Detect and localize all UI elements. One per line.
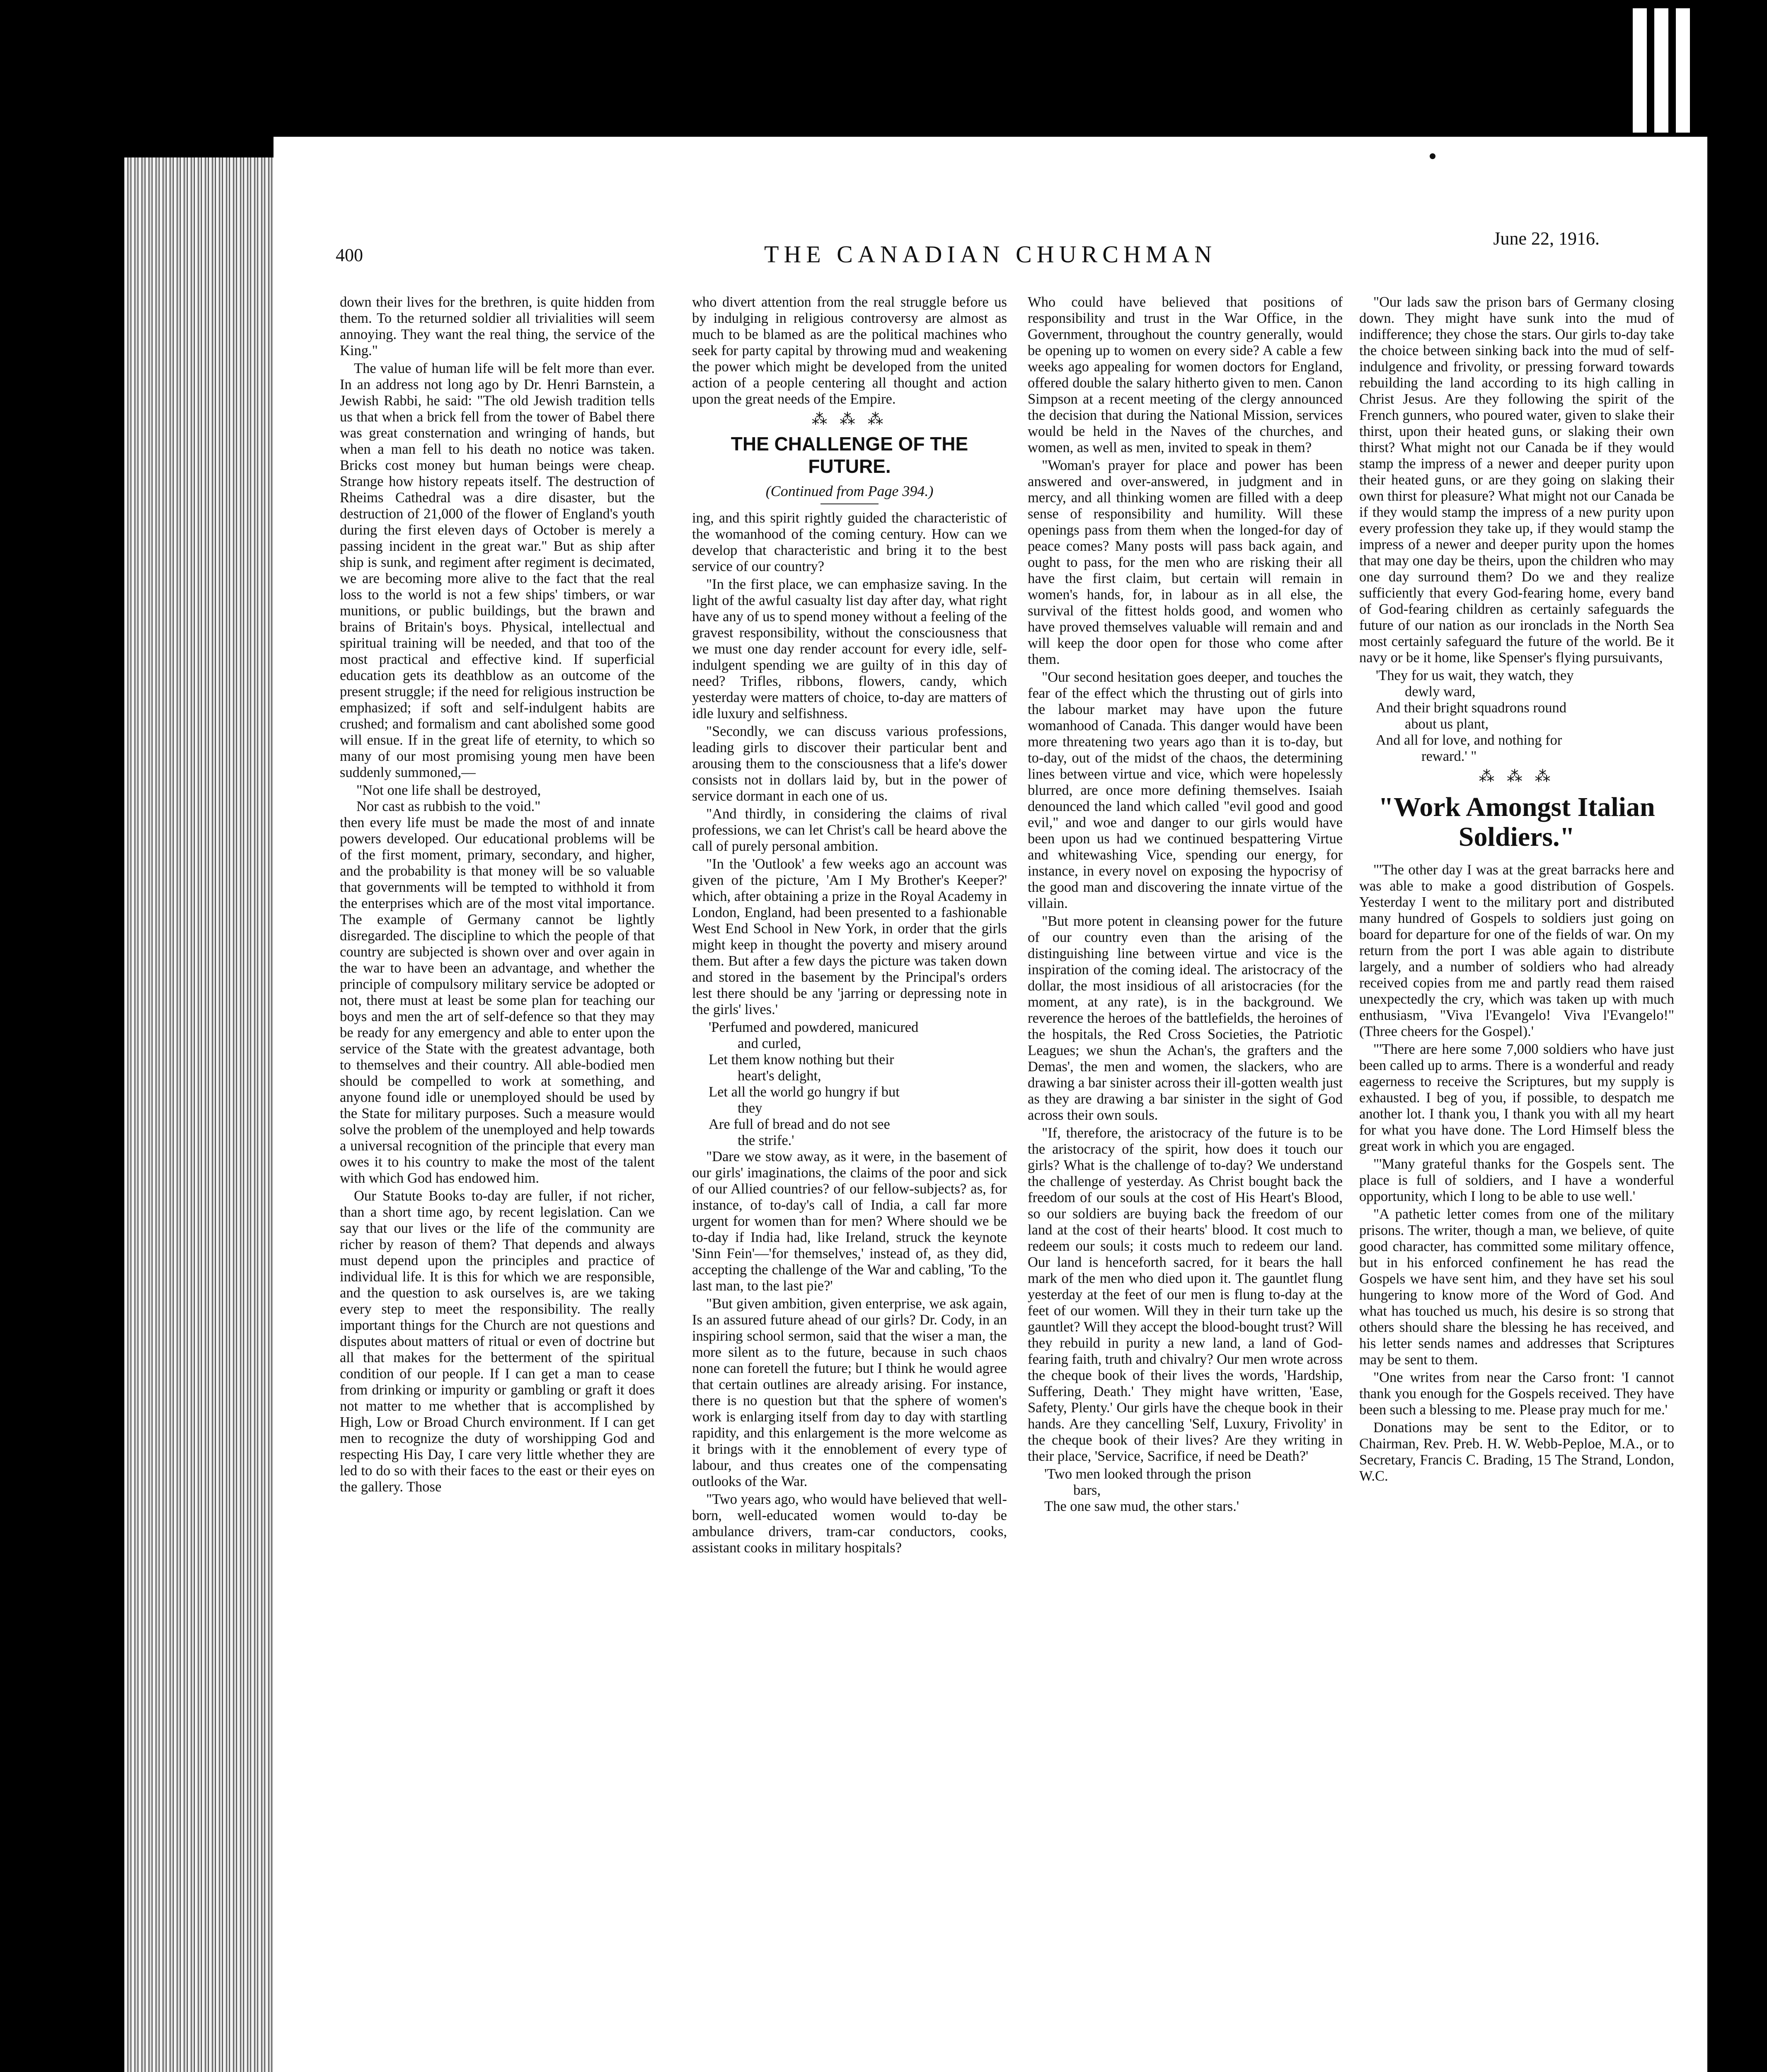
scan-marker-top — [1676, 8, 1690, 133]
poem-line: Are full of bread and do not see — [709, 1116, 890, 1132]
paragraph: "Dare we stow away, as it were, in the basement of our girls' imaginations, the claims of the poor and sick of our Allied countries? of our fellow-subjects? as, for instance, of to-day's call of India, a call far more urgent for women than for men? Where should we be to-day if India had, like Ireland, struck the keynote 'Sinn Fein'—'for themselves,' instead of, as they did, accepting the challenge of the War and cabling, 'To the last man, to the last pie?' — [692, 1149, 1007, 1294]
paragraph: "But given ambition, given enterprise, we ask again, Is an assured future ahead of our girls? Dr. Cody, in an inspiring school sermon, said that the wiser a man, the more silent as to the future, because in such chaos none can foretell the future; but I think he would agree that certain outlines are already arising. For instance, there is no question but that the sphere of women's work is enlarging itself from day to day with startling rapidity, and this enlargement is the more welcome as it brings with it the ennoblement of every type of labour, and thus creates one of the compensating outlooks of the War. — [692, 1296, 1007, 1489]
poem-line: heart's delight, — [738, 1068, 821, 1084]
poem-line: Let them know nothing but their — [709, 1052, 894, 1067]
paragraph: "Secondly, we can discuss various professions, leading girls to discover their particular bent and arousing them to the consciousness that a life's dower consists not in dollars laid by, but in the power of service dormant in each one of us. — [692, 724, 1007, 804]
paragraph: "If, therefore, the aristocracy of the future is to be the aristocracy of the spirit, how does it touch our girls? What is the challenge of to-day? We understand the challenge of yesterday. As Christ bought back the freedom of our souls at the cost of His Heart's Blood, so our soldiers are buying back the freedom of our land at the cost of their hearts' blood. It cost much to redeem our souls; it costs much to redeem our land. Our land is henceforth sacred, for it bears the hall mark of the men who died upon it. The gauntlet flung yesterday at the feet of our men is flung to-day at the feet of our women. Will they in their turn take up the gauntlet? Will they accept the blood-bought trust? Will they rebuild in purity a new land, a land of God-fearing faith, truth and chivalry? Our men wrote across the cheque book of their lives the words, 'Hardship, Suffering, Death.' They might have written, 'Ease, Safety, Plenty.' Our girls have the cheque book in their hands. Are they cancelling 'Self, Luxury, Frivolity' in the cheque book of their lives? Are they writing in their place, 'Service, Sacrifice, if need be Death?' — [1028, 1125, 1343, 1464]
continued-note: (Continued from Page 394.) — [765, 483, 934, 499]
poem-line: Let all the world go hungry if but — [709, 1084, 900, 1100]
paragraph: Who could have believed that positions of responsibility and trust in the War Office, in the Government, throughout the country generally, would be opening up to women on every side? A cable a few weeks ago appealing for women doctors for England, offered double the salary hitherto given to men. Canon Simpson at a recent meeting of the clergy announced the decision that during the National Mission, services would be held in the Naves of the churches, and women, as well as men, invited to speak in them? — [1028, 294, 1343, 455]
poem-line: 'They for us wait, they watch, they — [1376, 668, 1574, 683]
column-4 — [1359, 294, 1674, 1486]
section-ornament: ⁂ ⁂ ⁂ — [1479, 768, 1555, 785]
article-headline: "Work Amongst Italian Soldiers." — [1378, 792, 1655, 852]
paragraph: "Woman's prayer for place and power has been answered and over-answered, in judgment and in mercy, and all thinking women are filled with a deep sense of responsibility and humility. Will these openings pass from them when the longed-for day of peace comes? Many posts will pass back again, and ought to pass, for the men who are risking their all have the first claim, but certain will remain in women's hands, for, in labour as in all else, the survival of the fittest holds good, and women who have proved themselves valuable will remain and and will keep the door open for those who come after them. — [1028, 457, 1343, 667]
paragraph: "In the first place, we can emphasize saving. In the light of the awful casualty list day after day, what right have any of us to spend money without a feeling of the gravest responsibility, without the consciousness that we must one day render account for every idle, self-indulgent spending we are guilty of in this day of need? Trifles, ribbons, flowers, candy, which yesterday were matters of choice, to-day are matters of idle luxury and selfishness. — [692, 576, 1007, 721]
poem-line: 'Two men looked through the prison — [1044, 1466, 1251, 1482]
paragraph: "A pathetic letter comes from one of the military prisons. The writer, though a man, we believe, of quite good character, has committed some military offence, but in his enforced confinement he has read the Gospels we have sent him, and they have set his soul hungering to know more of the Word of God. And what has touched us much, his desire is so strong that others should share the blessing he has received, and his letter sends names and addresses that Scriptures may be sent to them. — [1359, 1206, 1674, 1368]
paragraph: "One writes from near the Carso front: 'I cannot thank you enough for the Gospels received. They have been such a blessing to me. Please pray much for me.' — [1359, 1370, 1674, 1418]
issue-date: June 22, 1916. — [1493, 228, 1600, 249]
paragraph: "'There are here some 7,000 soldiers who have just been called up to arms. There is a wonderful and ready eagerness to receive the Scriptures, but my supply is exhausted. I beg of you, if possible, to despatch me another lot. I thank you, I thank you with all my heart for what you have done. The Lord Himself bless the great work in which you are engaged. — [1359, 1041, 1674, 1154]
paragraph: "In the 'Outlook' a few weeks ago an account was given of the picture, 'Am I My Brother's Keeper?' which, after obtaining a prize in the Royal Academy in London, England, had been presented to a fashionable West End School in New York, in order that the girls might keep in thought the poverty and misery around them. But after a few days the picture was taken down and stored in the basement by the Principal's orders lest there should be any 'jarring or depressing note in the girls' lives.' — [692, 856, 1007, 1017]
article-headline: THE CHALLENGE OF THE FUTURE. — [731, 433, 968, 477]
poem-line: about us plant, — [1405, 716, 1489, 732]
section-ornament: ⁂ ⁂ ⁂ — [811, 411, 888, 428]
poem-line: The one saw mud, the other stars.' — [1044, 1498, 1239, 1514]
scan-marker-top — [1633, 8, 1647, 133]
scan-marker-top — [1654, 8, 1668, 133]
paragraph: ing, and this spirit rightly guided the characteristic of the womanhood of the coming century. How can we develop that characteristic and bring it to the best service of our country? — [692, 510, 1007, 574]
paragraph: who divert attention from the real struggle before us by indulging in religious controversy are almost as much to be blamed as are the political machines who seek for party capital by throwing mud and weakening the power which might be developed from the united action of a people centering all thought and action upon the great needs of the Empire. — [692, 294, 1007, 407]
page-header — [274, 220, 1707, 269]
poem-line: reward.' " — [1421, 748, 1477, 764]
poem-line: "Not one life shall be destroyed, — [356, 782, 541, 798]
newspaper-page — [274, 137, 1707, 2072]
poem-line: dewly ward, — [1405, 684, 1476, 700]
paragraph: Our Statute Books to-day are fuller, if not richer, than a short time ago, by recent legislation. Can we say that our lives or the life of the community are richer by reason of them? That depends and always must depend upon the principles and practice of individual life. It is this for which we are responsible, and the question to ask ourselves is, are we taking every step to meet the responsibility. The really important things for the Church are not questions and disputes about matters of ritual or even of doctrine but all that makes for the betterment of the spiritual condition of our people. If I can get a man to cease from drinking or impurity or gambling or graft it does not matter to me whether that is accomplished by High, Low or Broad Church environment. If I can get men to recognize the duty of worshipping God and respecting His Day, I care very little whether they are led to do so with their faces to the east or their eyes on the gallery. Those — [340, 1188, 655, 1495]
poem-line: And all for love, and nothing for — [1376, 732, 1562, 748]
paragraph: "But more potent in cleansing power for the future of our country even than the arising of the distinguishing line between virtue and vice is the inspiration of the coming ideal. The aristocracy of the dollar, the most insidious of all aristocracies (for the moment, at any rate), is in the background. We reverence the heroes of the battlefields, the heroines of the hospitals, the Red Cross Societies, the Patriotic Leagues; we shun the Achan's, the grafters and the Demas', the men and women, the slackers, who are drawing a bar sinister across their ill-gotten wealth just as they are drawing a bar sinister in the sight of God across their own souls. — [1028, 913, 1343, 1123]
poem-line: 'Perfumed and powdered, manicured — [709, 1019, 919, 1035]
journal-title: THE CANADIAN CHURCHMAN — [764, 241, 1217, 268]
poem-line: the strife.' — [738, 1133, 794, 1148]
paragraph: The value of human life will be felt more than ever. In an address not long ago by Dr. Henri Barnstein, a Jewish Rabbi, he said: "The old Jewish tradition tells us that when a brick fell from the tower of Babel there was great consternation and wringing of hands, but when a man fell to his death no notice was taken. Bricks cost money but human beings were cheap. Strange how history repeats itself. The destruction of Rheims Cathedral was a dire disaster, but the destruction of 21,000 of the flower of England's youth during the first eleven days of October is merely a passing incident in the great war." But as ship after ship is sunk, and regiment after regiment is decimated, we are becoming more alive to the fact that the real loss to the world is not a few ships' timbers, or war munitions, or public buildings, but the brawn and brains of Britain's boys. Physical, intellectual and spiritual training will be needed, and that too of the most practical and effective kind. If superficial education gets its deathblow as an outcome of the present struggle; if the need for religious instruction be emphasized; if soft and self-indulgent habits are crushed; and formalism and cant abolished some good will ensue. If in the great life of eternity, to which so many of our most promising young men have been suddenly summoned,— — [340, 361, 655, 780]
poem-line: And their bright squadrons round — [1376, 700, 1566, 716]
paragraph: "Our lads saw the prison bars of Germany closing down. They might have sunk into the mud of indifference; they chose the stars. Our girls to-day take the choice between sinking back into the mud of self-indulgence and frivolity, or pressing forward towards rebuilding the land according to its high calling in Christ Jesus. Are they following the spirit of the French gunners, who poured water, given to slake their thirst, upon their heated guns, or slaking their own thirst? What might not our Canada be if they would stamp the impress of a newer and deeper purity upon their heated guns, or are they going on slaking their own thirst for pleasure? What might not our Canada be if they would stamp the impress of a new purity upon every profession they take up, if they would stamp the impress of a newer and deeper purity upon the homes that may one day be theirs, upon the children who may one day surround them? Do we and they realize sufficiently that every God-fearing home, every band of God-fearing children as certainly safeguards the future of our nation as our ironclads in the North Sea most certainly safeguard the future of the world. Be it navy or be it home, like Spenser's flying pursuivants, — [1359, 294, 1674, 666]
paragraph: "And thirdly, in considering the claims of rival professions, we can let Christ's call be heard above the call of purely personal ambition. — [692, 806, 1007, 854]
paragraph: down their lives for the brethren, is quite hidden from them. To the returned soldier all trivialities will seem annoying. They want the real thing, the service of the King." — [340, 294, 655, 358]
paragraph: "'Many grateful thanks for the Gospels sent. The place is full of soldiers, and I have a wonderful opportunity, which I long to be able to use well.' — [1359, 1156, 1674, 1204]
book-page-edges — [124, 157, 282, 2072]
poem-line: bars, — [1073, 1482, 1101, 1498]
page-number: 400 — [336, 245, 363, 265]
poem-line: and curled, — [738, 1036, 801, 1051]
paragraph: Donations may be sent to the Editor, or to Chairman, Rev. Preb. H. W. Webb-Peploe, M.A., or to Secretary, Francis C. Brading, 15 The Strand, London, W.C. — [1359, 1420, 1674, 1484]
column-3 — [1028, 294, 1343, 1515]
column-1 — [340, 294, 655, 1497]
paragraph: "Two years ago, who would have believed that well-born, well-educated women would to-day be ambulance drivers, tram-car conductors, cooks, assistant cooks in military hospitals? — [692, 1491, 1007, 1556]
column-2 — [692, 294, 1007, 1558]
paragraph: "Our second hesitation goes deeper, and touches the fear of the effect which the thrusting out of girls into the labour market may have upon the future womanhood of Canada. This danger would have been more threatening two years ago than it is to-day, but to-day, out of the midst of the chaos, the determining lines between virtue and vice, which were hopelessly blurred, are once more defining themselves. Isaiah denounced the land which called "evil good and good evil," and woe and danger to our girls would have been upon us had we continued bespattering Virtue and whitewashing Vice, spending our energy, for instance, in every novel on exposing the hypocrisy of the good man and discovering the innate virtue of the villain. — [1028, 669, 1343, 911]
poem-line: they — [738, 1100, 762, 1116]
paragraph: then every life must be made the most of and innate powers developed. Our educational problems will be of the first moment, primary, secondary, and higher, and the probability is that money will be so valuable that governments will be tempted to withhold it from the enterprises which are of the most vital importance. The example of Germany cannot be lightly disregarded. The discipline to which the people of that country are subjected is shown over and over again in the war to have been an advantage, and whether the principle of compulsory military service be adopted or not, there must at least be some plan for teaching our boys and men the art of self-defence so that they may be ready for any emergency and able to enter upon the service of the State with the greatest advantage, both to themselves and their country. All able-bodied men should be compelled to work at something, and anyone found idle or unemployed should be used by the State for military purposes. Such a measure would solve the problem of the unemployed and help towards a universal recognition of the principle that every man owes it to his country to make the most of the talent with which God has endowed him. — [340, 815, 655, 1186]
divider — [821, 503, 879, 504]
poem-line: Nor cast as rubbish to the void." — [356, 799, 541, 814]
ink-speck — [1430, 153, 1435, 159]
paragraph: "'The other day I was at the great barracks here and was able to make a good distribution of Gospels. Yesterday I went to the military port and distributed many hundred of Gospels to soldiers just going on board for departure for one of the fields of war. On my return from the port I was able again to distribute largely, and a number of soldiers who had already received copies from me and partly read them raised unexpectedly the cry, which was taken up with much enthusiasm, "Viva l'Evangelo! Viva l'Evangelo!" (Three cheers for the Gospel).' — [1359, 862, 1674, 1039]
